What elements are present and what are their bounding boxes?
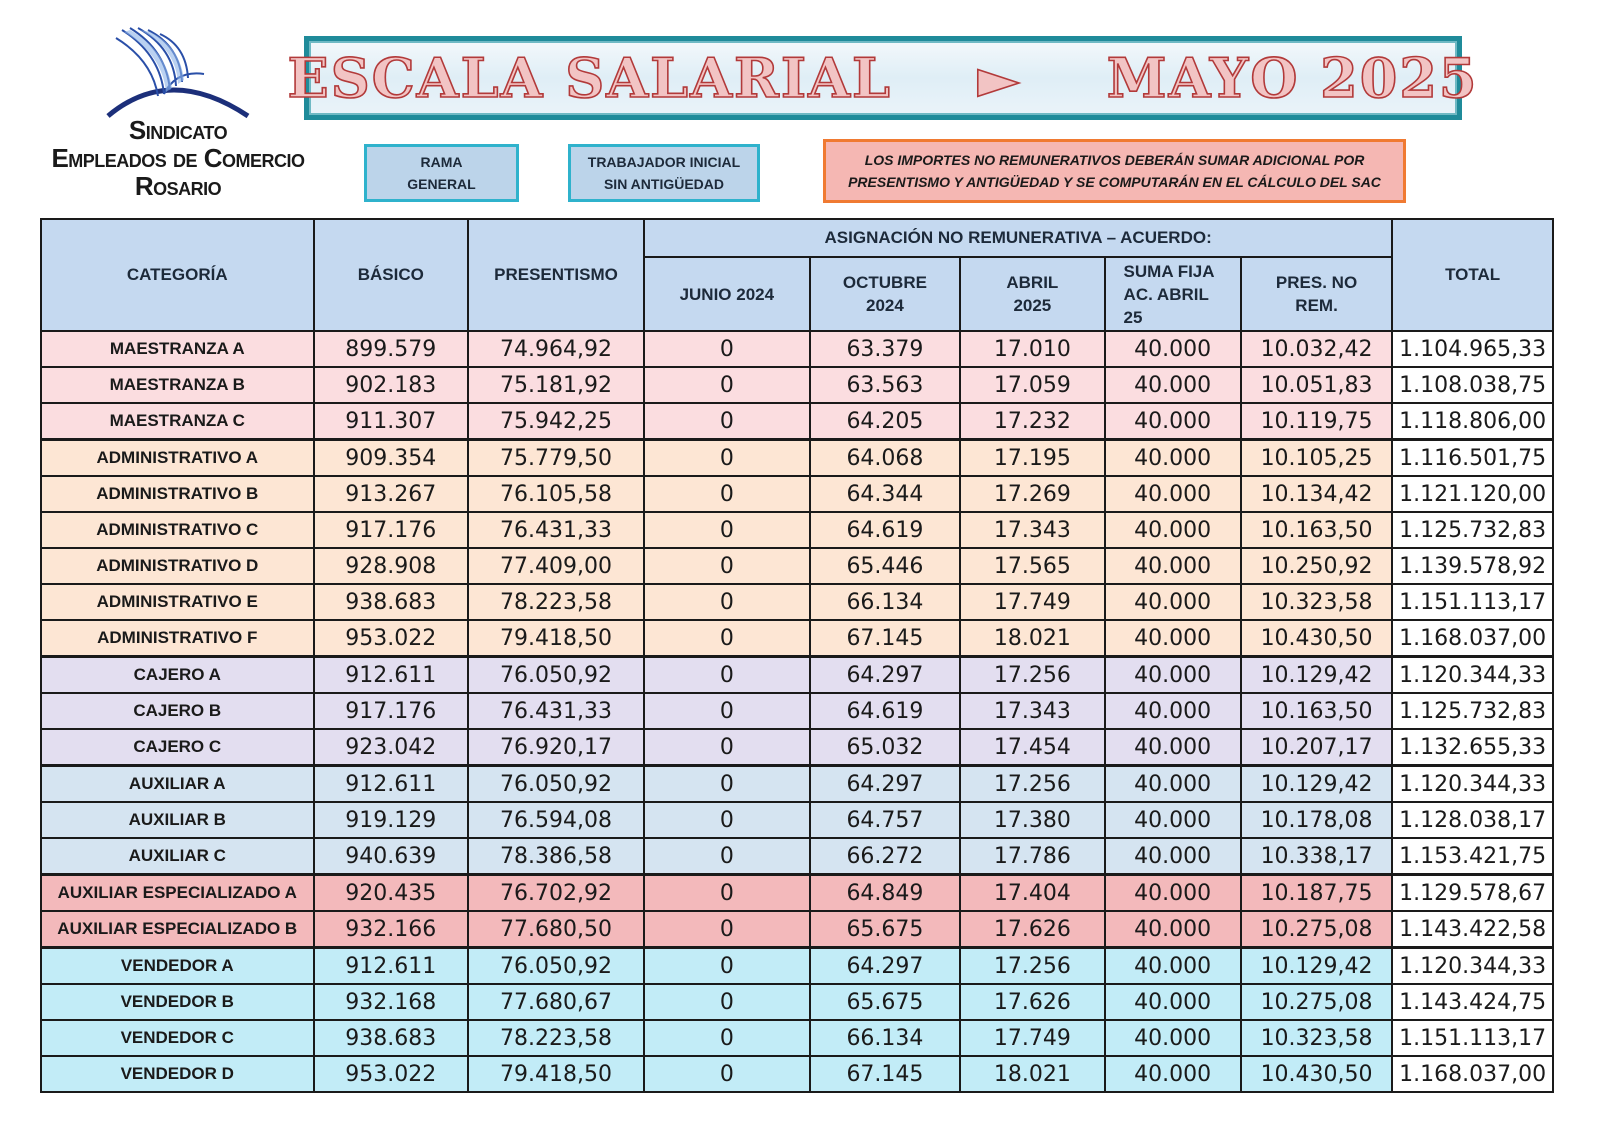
cell-presentismo: 77.409,00: [468, 548, 644, 584]
header-suma-line-1: SUMA FIJA: [1123, 261, 1215, 281]
cell-presentismo: 77.680,67: [468, 984, 644, 1020]
cell-total: 1.120.344,33: [1392, 766, 1553, 803]
cell-presentismo: 76.431,33: [468, 512, 644, 548]
cell-octubre-2024: 64.297: [810, 948, 960, 985]
cell-pres-no-rem: 10.275,08: [1241, 984, 1393, 1020]
cell-junio-2024: 0: [644, 476, 810, 512]
cell-categoria: ADMINISTRATIVO C: [41, 512, 314, 548]
cell-octubre-2024: 66.134: [810, 1020, 960, 1056]
header-categoria: CATEGORÍA: [41, 219, 314, 331]
cell-presentismo: 75.181,92: [468, 367, 644, 403]
cell-abril-2025: 17.010: [960, 331, 1104, 367]
cell-suma-fija: 40.000: [1105, 331, 1241, 367]
cell-total: 1.139.578,92: [1392, 548, 1553, 584]
cell-pres-no-rem: 10.134,42: [1241, 476, 1393, 512]
header-suma-line-2: AC. ABRIL: [1123, 284, 1209, 304]
cell-basico: 912.611: [314, 657, 469, 694]
cell-pres-no-rem: 10.338,17: [1241, 838, 1393, 875]
cell-octubre-2024: 67.145: [810, 620, 960, 657]
cell-suma-fija: 40.000: [1105, 1056, 1241, 1092]
cell-basico: 912.611: [314, 766, 469, 803]
header-octubre-line-2: 2024: [866, 296, 904, 315]
cell-suma-fija: 40.000: [1105, 838, 1241, 875]
cell-pres-no-rem: 10.178,08: [1241, 802, 1393, 838]
cell-pres-no-rem: 10.250,92: [1241, 548, 1393, 584]
cell-junio-2024: 0: [644, 548, 810, 584]
cell-pres-no-rem: 10.129,42: [1241, 948, 1393, 985]
cell-categoria: AUXILIAR ESPECIALIZADO B: [41, 911, 314, 948]
cell-categoria: AUXILIAR B: [41, 802, 314, 838]
cell-pres-no-rem: 10.275,08: [1241, 911, 1393, 948]
cell-octubre-2024: 65.032: [810, 729, 960, 766]
cell-basico: 953.022: [314, 1056, 469, 1092]
cell-pres-no-rem: 10.187,75: [1241, 875, 1393, 912]
table-row: [41, 838, 1553, 875]
cell-octubre-2024: 64.619: [810, 512, 960, 548]
page-title: [288, 46, 1479, 110]
cell-basico: 928.908: [314, 548, 469, 584]
table-row: [41, 1056, 1553, 1092]
cell-presentismo: 76.050,92: [468, 766, 644, 803]
cell-presentismo: 74.964,92: [468, 331, 644, 367]
cell-total: 1.125.732,83: [1392, 693, 1553, 729]
rama-line-1: RAMA: [420, 154, 463, 170]
table-row: [41, 766, 1553, 803]
cell-categoria: AUXILIAR C: [41, 838, 314, 875]
cell-octubre-2024: 65.675: [810, 984, 960, 1020]
cell-categoria: MAESTRANZA C: [41, 403, 314, 440]
table-row: [41, 584, 1553, 620]
cell-suma-fija: 40.000: [1105, 911, 1241, 948]
cell-octubre-2024: 63.379: [810, 331, 960, 367]
cell-suma-fija: 40.000: [1105, 948, 1241, 985]
header-octubre-2024: [810, 257, 960, 331]
cell-pres-no-rem: 10.119,75: [1241, 403, 1393, 440]
cell-octubre-2024: 66.272: [810, 838, 960, 875]
table-row: [41, 548, 1553, 584]
cell-junio-2024: 0: [644, 403, 810, 440]
cell-octubre-2024: 65.446: [810, 548, 960, 584]
cell-junio-2024: 0: [644, 948, 810, 985]
table-row: [41, 367, 1553, 403]
cell-basico: 913.267: [314, 476, 469, 512]
cell-categoria: CAJERO C: [41, 729, 314, 766]
cell-junio-2024: 0: [644, 802, 810, 838]
cell-octubre-2024: 66.134: [810, 584, 960, 620]
cell-pres-no-rem: 10.032,42: [1241, 331, 1393, 367]
cell-suma-fija: 40.000: [1105, 584, 1241, 620]
cell-abril-2025: 17.256: [960, 657, 1104, 694]
header-junio-2024: [644, 257, 810, 331]
cell-categoria: MAESTRANZA B: [41, 367, 314, 403]
cell-total: 1.120.344,33: [1392, 657, 1553, 694]
cell-abril-2025: 17.786: [960, 838, 1104, 875]
cell-presentismo: 76.050,92: [468, 948, 644, 985]
logo-line-1: Sindicato: [128, 115, 228, 145]
cell-suma-fija: 40.000: [1105, 476, 1241, 512]
cell-basico: 920.435: [314, 875, 469, 912]
cell-suma-fija: 40.000: [1105, 729, 1241, 766]
table-row: [41, 1020, 1553, 1056]
cell-suma-fija: 40.000: [1105, 875, 1241, 912]
cell-junio-2024: 0: [644, 440, 810, 477]
cell-total: 1.118.806,00: [1392, 403, 1553, 440]
cell-abril-2025: 17.232: [960, 403, 1104, 440]
cell-pres-no-rem: 10.430,50: [1241, 620, 1393, 657]
cell-presentismo: 76.105,58: [468, 476, 644, 512]
cell-total: 1.168.037,00: [1392, 620, 1553, 657]
cell-total: 1.128.038,17: [1392, 802, 1553, 838]
trabajador-line-2: SIN ANTIGÜEDAD: [603, 176, 725, 192]
cell-categoria: ADMINISTRATIVO F: [41, 620, 314, 657]
salary-table: [40, 218, 1554, 1093]
cell-categoria: CAJERO A: [41, 657, 314, 694]
cell-abril-2025: 17.454: [960, 729, 1104, 766]
cell-abril-2025: 17.343: [960, 512, 1104, 548]
cell-junio-2024: 0: [644, 766, 810, 803]
union-name: [38, 116, 318, 200]
cell-abril-2025: 17.256: [960, 948, 1104, 985]
cell-total: 1.125.732,83: [1392, 512, 1553, 548]
cell-total: 1.129.578,67: [1392, 875, 1553, 912]
cell-categoria: VENDEDOR A: [41, 948, 314, 985]
header-abril-line-2: 2025: [1013, 296, 1052, 315]
cell-total: 1.151.113,17: [1392, 584, 1553, 620]
cell-octubre-2024: 64.757: [810, 802, 960, 838]
cell-categoria: AUXILIAR ESPECIALIZADO A: [41, 875, 314, 912]
cell-presentismo: 78.223,58: [468, 1020, 644, 1056]
cell-octubre-2024: 64.344: [810, 476, 960, 512]
cell-abril-2025: 17.749: [960, 584, 1104, 620]
header-presentismo: PRESENTISMO: [468, 219, 644, 331]
cell-junio-2024: 0: [644, 584, 810, 620]
cell-abril-2025: 18.021: [960, 620, 1104, 657]
cell-abril-2025: 17.565: [960, 548, 1104, 584]
note-box: [823, 139, 1406, 203]
cell-junio-2024: 0: [644, 331, 810, 367]
cell-categoria: ADMINISTRATIVO D: [41, 548, 314, 584]
cell-categoria: VENDEDOR D: [41, 1056, 314, 1092]
header-junio-line-1: JUNIO 2024: [679, 284, 775, 304]
cell-junio-2024: 0: [644, 1020, 810, 1056]
table-row: [41, 948, 1553, 985]
cell-categoria: ADMINISTRATIVO A: [41, 440, 314, 477]
rama-box: [364, 144, 519, 202]
cell-abril-2025: 18.021: [960, 1056, 1104, 1092]
cell-octubre-2024: 64.849: [810, 875, 960, 912]
cell-suma-fija: 40.000: [1105, 693, 1241, 729]
cell-total: 1.151.113,17: [1392, 1020, 1553, 1056]
table-row: [41, 403, 1553, 440]
cell-basico: 911.307: [314, 403, 469, 440]
cell-abril-2025: 17.059: [960, 367, 1104, 403]
cell-junio-2024: 0: [644, 657, 810, 694]
cell-basico: 932.166: [314, 911, 469, 948]
cell-octubre-2024: 64.297: [810, 657, 960, 694]
cell-pres-no-rem: 10.051,83: [1241, 367, 1393, 403]
cell-basico: 953.022: [314, 620, 469, 657]
cell-categoria: CAJERO B: [41, 693, 314, 729]
cell-total: 1.120.344,33: [1392, 948, 1553, 985]
cell-abril-2025: 17.195: [960, 440, 1104, 477]
cell-basico: 938.683: [314, 584, 469, 620]
cell-junio-2024: 0: [644, 838, 810, 875]
cell-suma-fija: 40.000: [1105, 367, 1241, 403]
cell-total: 1.143.422,58: [1392, 911, 1553, 948]
header-asignacion: ASIGNACIÓN NO REMUNERATIVA – ACUERDO:: [644, 219, 1392, 257]
cell-junio-2024: 0: [644, 1056, 810, 1092]
cell-total: 1.132.655,33: [1392, 729, 1553, 766]
cell-presentismo: 78.386,58: [468, 838, 644, 875]
cell-pres-no-rem: 10.129,42: [1241, 657, 1393, 694]
cell-pres-no-rem: 10.129,42: [1241, 766, 1393, 803]
cell-total: 1.116.501,75: [1392, 440, 1553, 477]
cell-basico: 932.168: [314, 984, 469, 1020]
cell-pres-no-rem: 10.163,50: [1241, 512, 1393, 548]
cell-pres-no-rem: 10.323,58: [1241, 584, 1393, 620]
cell-suma-fija: 40.000: [1105, 512, 1241, 548]
table-row: [41, 729, 1553, 766]
header-abril-2025: [960, 257, 1104, 331]
table-row: [41, 620, 1553, 657]
cell-presentismo: 79.418,50: [468, 620, 644, 657]
cell-suma-fija: 40.000: [1105, 620, 1241, 657]
title-banner: [287, 36, 1479, 120]
note-line-1: LOS IMPORTES NO REMUNERATIVOS DEBERÁN SUMAR ADICIONAL POR: [864, 152, 1365, 168]
cell-octubre-2024: 65.675: [810, 911, 960, 948]
cell-abril-2025: 17.626: [960, 984, 1104, 1020]
table-row: [41, 476, 1553, 512]
cell-pres-no-rem: 10.430,50: [1241, 1056, 1393, 1092]
cell-junio-2024: 0: [644, 984, 810, 1020]
table-row: [41, 984, 1553, 1020]
cell-total: 1.104.965,33: [1392, 331, 1553, 367]
cell-junio-2024: 0: [644, 875, 810, 912]
rama-line-2: GENERAL: [407, 176, 476, 192]
table-row: [41, 802, 1553, 838]
cell-presentismo: 76.050,92: [468, 657, 644, 694]
union-logo: [38, 24, 318, 199]
cell-octubre-2024: 64.619: [810, 693, 960, 729]
cell-basico: 917.176: [314, 512, 469, 548]
cell-total: 1.153.421,75: [1392, 838, 1553, 875]
header-abril-line-1: ABRIL: [1006, 273, 1059, 292]
cell-basico: 899.579: [314, 331, 469, 367]
cell-total: 1.143.424,75: [1392, 984, 1553, 1020]
wing-emblem-icon: [100, 24, 250, 119]
header-pres-no-rem: [1241, 257, 1393, 331]
cell-junio-2024: 0: [644, 911, 810, 948]
salary-table-body: [41, 331, 1553, 1092]
cell-abril-2025: 17.256: [960, 766, 1104, 803]
table-row: [41, 875, 1553, 912]
cell-suma-fija: 40.000: [1105, 440, 1241, 477]
cell-suma-fija: 40.000: [1105, 1020, 1241, 1056]
table-row: [41, 693, 1553, 729]
cell-categoria: VENDEDOR C: [41, 1020, 314, 1056]
cell-suma-fija: 40.000: [1105, 548, 1241, 584]
cell-presentismo: 77.680,50: [468, 911, 644, 948]
cell-categoria: ADMINISTRATIVO E: [41, 584, 314, 620]
cell-total: 1.121.120,00: [1392, 476, 1553, 512]
cell-presentismo: 76.702,92: [468, 875, 644, 912]
cell-junio-2024: 0: [644, 620, 810, 657]
cell-total: 1.108.038,75: [1392, 367, 1553, 403]
cell-octubre-2024: 64.205: [810, 403, 960, 440]
cell-junio-2024: 0: [644, 693, 810, 729]
cell-pres-no-rem: 10.105,25: [1241, 440, 1393, 477]
header-pres-line-1: PRES. NO: [1275, 273, 1358, 292]
cell-total: 1.168.037,00: [1392, 1056, 1553, 1092]
cell-junio-2024: 0: [644, 512, 810, 548]
cell-presentismo: 76.594,08: [468, 802, 644, 838]
cell-presentismo: 76.431,33: [468, 693, 644, 729]
cell-basico: 909.354: [314, 440, 469, 477]
cell-basico: 917.176: [314, 693, 469, 729]
cell-abril-2025: 17.626: [960, 911, 1104, 948]
cell-octubre-2024: 67.145: [810, 1056, 960, 1092]
table-row: [41, 331, 1553, 367]
cell-octubre-2024: 64.297: [810, 766, 960, 803]
cell-basico: 938.683: [314, 1020, 469, 1056]
cell-presentismo: 76.920,17: [468, 729, 644, 766]
cell-pres-no-rem: 10.163,50: [1241, 693, 1393, 729]
note-line-2: PRESENTISMO Y ANTIGÜEDAD Y SE COMPUTARÁN EN EL CÁLCULO DEL SAC: [848, 174, 1381, 190]
title-right: MAYO 2025: [1106, 46, 1479, 110]
cell-suma-fija: 40.000: [1105, 766, 1241, 803]
cell-basico: 923.042: [314, 729, 469, 766]
cell-presentismo: 75.779,50: [468, 440, 644, 477]
cell-abril-2025: 17.380: [960, 802, 1104, 838]
cell-octubre-2024: 63.563: [810, 367, 960, 403]
cell-junio-2024: 0: [644, 367, 810, 403]
title-left: ESCALA SALARIAL: [287, 46, 893, 110]
cell-abril-2025: 17.749: [960, 1020, 1104, 1056]
cell-categoria: VENDEDOR B: [41, 984, 314, 1020]
table-row: [41, 657, 1553, 694]
trabajador-line-1: TRABAJADOR INICIAL: [587, 154, 741, 170]
cell-presentismo: 75.942,25: [468, 403, 644, 440]
header-basico: BÁSICO: [314, 219, 469, 331]
table-row: [41, 512, 1553, 548]
cell-suma-fija: 40.000: [1105, 657, 1241, 694]
cell-basico: 919.129: [314, 802, 469, 838]
cell-basico: 940.639: [314, 838, 469, 875]
cell-junio-2024: 0: [644, 729, 810, 766]
cell-basico: 912.611: [314, 948, 469, 985]
cell-octubre-2024: 64.068: [810, 440, 960, 477]
cell-abril-2025: 17.404: [960, 875, 1104, 912]
cell-categoria: MAESTRANZA A: [41, 331, 314, 367]
cell-suma-fija: 40.000: [1105, 403, 1241, 440]
header-suma-line-3: 25: [1123, 307, 1143, 327]
cell-abril-2025: 17.343: [960, 693, 1104, 729]
trabajador-box: [568, 144, 760, 202]
title-arrow-icon: ►: [977, 46, 1022, 110]
cell-presentismo: 79.418,50: [468, 1056, 644, 1092]
cell-abril-2025: 17.269: [960, 476, 1104, 512]
cell-pres-no-rem: 10.323,58: [1241, 1020, 1393, 1056]
cell-suma-fija: 40.000: [1105, 802, 1241, 838]
header-total: TOTAL: [1392, 219, 1553, 331]
cell-presentismo: 78.223,58: [468, 584, 644, 620]
cell-basico: 902.183: [314, 367, 469, 403]
logo-line-3: Rosario: [134, 171, 222, 201]
logo-line-2: Empleados de Comercio: [51, 143, 305, 173]
cell-suma-fija: 40.000: [1105, 984, 1241, 1020]
table-row: [41, 440, 1553, 477]
header-suma-fija: [1105, 257, 1241, 331]
cell-categoria: AUXILIAR A: [41, 766, 314, 803]
header-pres-line-2: REM.: [1295, 296, 1338, 315]
header-octubre-line-1: OCTUBRE: [842, 273, 927, 292]
cell-categoria: ADMINISTRATIVO B: [41, 476, 314, 512]
table-row: [41, 911, 1553, 948]
cell-pres-no-rem: 10.207,17: [1241, 729, 1393, 766]
